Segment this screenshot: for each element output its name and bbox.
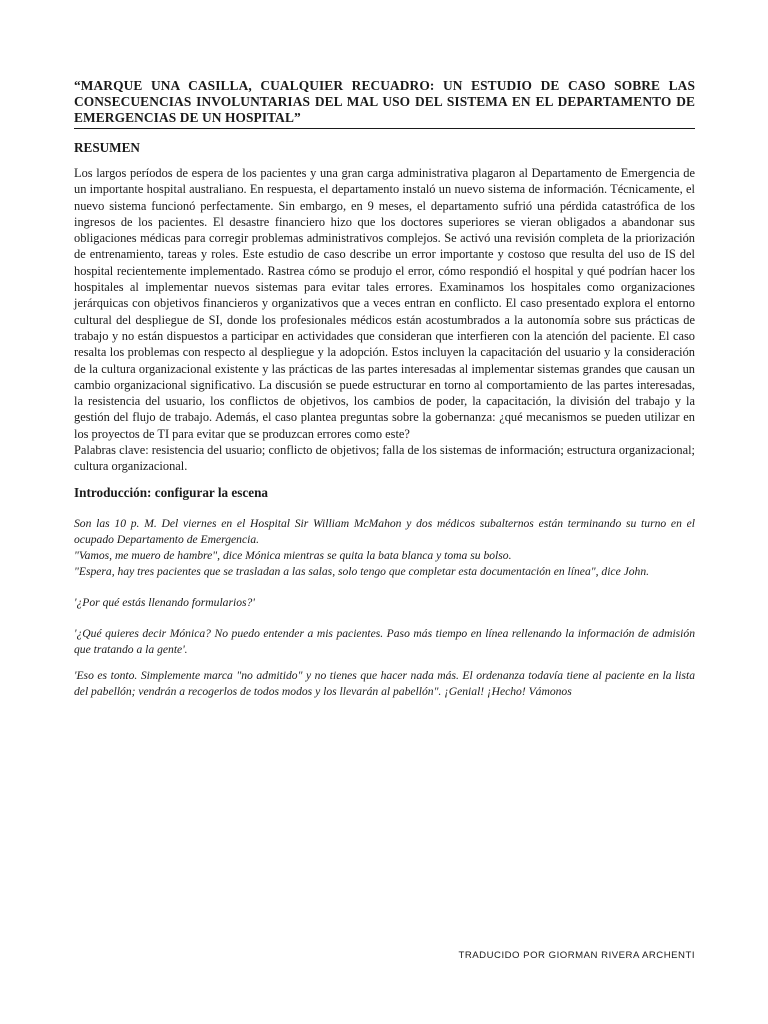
introduction-heading: Introducción: configurar la escena [74,484,269,500]
translator-credit: TRADUCIDO POR GIORMAN RIVERA ARCHENTI [458,950,695,961]
narrative-paragraph: '¿Por qué estás llenando formularios?' [74,595,255,609]
narrative-paragraph: "Espera, hay tres pacientes que se trasladan a las salas, solo tengo que completar esta documentación en línea", dice John. [74,564,650,578]
narrative-section [74,516,695,700]
document-title: “MARQUE UNA CASILLA, CUALQUIER RECUADRO: UN ESTUDIO DE CASO SOBRE LAS CONSECUENCIAS INVOLUNTARIAS DEL MAL USO DEL SISTEMA EN EL DEPARTAMENTO DE EMERGENCIAS DE UN HOSPITAL” [74,78,695,129]
document-page [74,78,695,700]
narrative-paragraph: '¿Qué quieres decir Mónica? No puedo entender a mis pacientes. Paso más tiempo en línea rellenando la información de admisión que tratando a la gente'. [74,626,695,656]
abstract-section [74,165,695,475]
narrative-paragraph: 'Eso es tonto. Simplemente marca "no admitido" y no tienes que hacer nada más. El ordenanza todavía tiene al paciente en la lista del pabellón; vendrán a recogerlos de todos modos y los llevarán al pabellón". ¡Genial! ¡Hecho! Vámonos [74,668,695,698]
narrative-paragraph: "Vamos, me muero de hambre", dice Mónica mientras se quita la bata blanca y toma su bolso. [74,548,512,562]
abstract-paragraph: Los largos períodos de espera de los pacientes y una gran carga administrativa plagaron al Departamento de Emergencia de un importante hospital australiano. En respuesta, el departamento instaló un nuevo sistema de información. Técnicamente, el nuevo sistema funcionó perfectamente. Sin embargo, en 9 meses, el departamento sufrió una pérdida catastrófica de los ingresos de los pacientes. El desastre financiero hizo que los doctores superiores se vieran obligados a abandonar sus obligaciones médicas para corregir problemas administrativos complejos. Se activó una revisión completa de la priorización de entrenamiento, tareas y roles. Este estudio de caso describe un error importante y costoso que resulta del uso de IS del hospital recientemente implementado. Rastrea cómo se produjo el error, cómo respondió el hospital y qué podrían hacer los hospitales al implementar nuevos sistemas para evitar tales errores. Examinamos los hospitales como organizaciones jerárquicas con objetivos financieros y organizativos que a veces entran en conflicto. El caso presentado explora el entorno cultural del despliegue de SI, donde los profesionales médicos están acostumbrados a la autonomía sobre sus prácticas de trabajo y no están dispuestos a participar en actividades que consideran que interfieren con la atención del paciente. El caso resalta los problemas con respecto al despliegue y la adopción. Estos incluyen la capacitación del usuario y la consideración de la cultura organizacional existente y las prácticas de las partes interesadas al implementar sistemas grandes que causan un cambio organizacional significativo. La discusión se puede estructurar en torno al comportamiento de las partes interesadas, la resistencia del usuario, los conflictos de objetivos, los cambios de poder, la capacitación, la división del trabajo y la gestión del flujo de trabajo. Además, el caso plantea preguntas sobre la gobernanza: ¿qué mecanismos se pueden utilizar en los proyectos de TI para evitar que se produzcan errores como este? [74,166,695,441]
abstract-heading: RESUMEN [74,140,140,155]
keywords-paragraph: Palabras clave: resistencia del usuario; conflicto de objetivos; falla de los sistemas de información; estructura organizacional; cultura organizacional. [74,443,695,474]
narrative-paragraph: Son las 10 p. M. Del viernes en el Hospital Sir William McMahon y dos médicos subalternos están terminando su turno en el ocupado Departamento de Emergencia. [74,516,695,546]
